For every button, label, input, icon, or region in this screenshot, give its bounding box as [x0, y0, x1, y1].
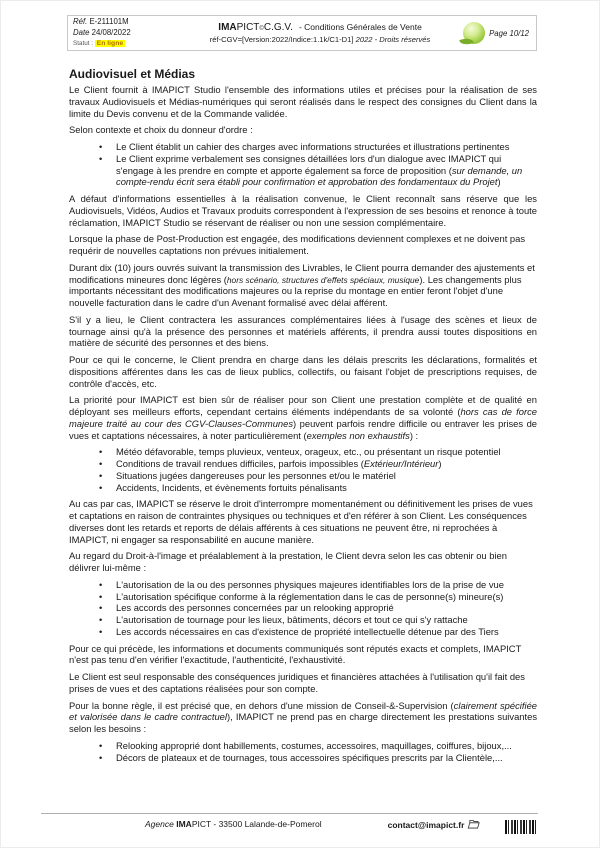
paragraph [69, 314, 537, 349]
agency-brand-rest: PICT [191, 819, 212, 829]
bullet-list [69, 141, 537, 188]
brand-rest: PICT [236, 22, 260, 34]
text-run: L'autorisation spécifique conforme à la réglementation dans le cas de personne(s) mineure(s) [116, 590, 504, 602]
bullet-list [69, 446, 537, 493]
paragraph [69, 643, 537, 667]
text-run: Accidents, Incidents, et évènements fortuits pénalisants [116, 481, 347, 493]
paragraph [69, 498, 537, 545]
list-item [69, 579, 537, 591]
page-label: Page [489, 28, 508, 38]
header-right [463, 22, 531, 44]
text-run: Selon contexte et choix du donneur d'ordre : [69, 124, 253, 136]
text-run: Le Client établit un cahier des charges avec informations structurées et illustrations pertinentes [116, 141, 510, 152]
document-title [177, 21, 463, 34]
text-run: ) : [409, 429, 419, 441]
list-item [69, 614, 537, 626]
text-run: Conditions de travail rendues difficiles, parfois impossibles ( [116, 458, 364, 469]
imapict-logo-icon [463, 22, 485, 44]
page-footer [41, 813, 538, 834]
page-header [67, 15, 537, 51]
text-run: ), IMAPICT ne prend pas en charge directement les prestations suivantes selon les besoins : [69, 711, 538, 734]
text-run: hors scénario, structures d'effets spéciaux, musique [226, 274, 420, 285]
agency-address [145, 819, 322, 829]
agency-label: Agence [145, 819, 174, 829]
text-run: La priorité pour IMAPICT est bien sûr de réaliser pour son Client une prestation complète et de qualité en déployant ses meilleurs efforts, cependant certains éléments indépendants de sa volonté ( [69, 394, 537, 417]
list-item [69, 602, 537, 614]
paragraph [69, 124, 537, 136]
text-run: Les accords des personnes concernées par un relooking approprié [116, 602, 394, 614]
status-badge: En ligne [96, 40, 124, 48]
list-item [69, 141, 537, 153]
text-run: S'il y a lieu, le Client contractera les assurances complémentaires liées à l'usage des scènes et lieux de tournage ainsi qu'à la présence des personnes et matériels afférents, il prendra aussi toutes dispositions en matière de sécurité des personnes et des biens. [69, 313, 537, 349]
paragraph [69, 84, 537, 119]
text-run: Extérieur/Intérieur [363, 458, 439, 469]
text-run: Pour la bonne règle, il est précisé que, en dehors d'une mission de Conseil-&-Supervision ( [69, 699, 454, 711]
agency-suffix: - 33500 Lalande-de-Pomerol [211, 819, 322, 829]
document-title-block [177, 21, 463, 45]
title-suffix: - Conditions Générales de Vente [298, 22, 422, 33]
text-run: Le Client exprime verbalement ses consignes détaillées lors d'un dialogue avec IMAPICT qui s'engage à les prendre en compte et apporte également sa force de proposition ( [116, 152, 502, 176]
ref-value: E-211101M [89, 17, 129, 27]
text-run: L'autorisation de la ou des personnes physiques majeures identifiables lors de la prise de vue [116, 578, 504, 590]
paragraph [69, 394, 537, 441]
paragraph [69, 671, 537, 695]
brand-cgv: C.G.V. [263, 22, 293, 34]
date-value: 24/08/2022 [91, 27, 131, 37]
subtitle-rights: 2022 - Droits réservés [355, 35, 431, 45]
document-body [69, 67, 537, 768]
text-run: exemples non exhaustifs [306, 429, 410, 441]
paragraph [69, 233, 537, 257]
paragraph [69, 700, 537, 735]
text-run: Durant dix (10) jours ouvrés suivant la transmission des Livrables, le Client pourra demander des ajustements et modifications mineures donc légères ( [69, 261, 535, 285]
text-run: ) [438, 458, 442, 469]
text-run: clairement spécifiée et valorisée dans le cadre contractuel [69, 699, 537, 723]
text-run: ) [497, 176, 501, 188]
contact-group [388, 819, 481, 831]
list-item [69, 470, 537, 482]
text-run: Météo défavorable, temps pluvieux, venteux, orageux, etc., ou présentant un risque potentiel [116, 446, 501, 458]
text-run: Relooking approprié dont habillements, costumes, accessoires, maquillages, coiffures, bijoux,... [116, 739, 512, 751]
text-run: Au regard du Droit-à-l'image et préalablement à la prestation, le Client devra selon les cas obtenir ou bien délivrer lui-même : [69, 550, 507, 573]
list-item [69, 458, 537, 470]
bullet-list [69, 740, 537, 764]
list-item [69, 752, 537, 764]
section-heading: Audiovisuel et Médias [69, 67, 196, 81]
text-run: Pour ce qui le concerne, le Client prendra en charge dans les délais prescrits les déclarations, formalités et dispositions afférentes dans les cas de lieux publics, collectifs, ou faisant l'objet de prescriptions requises, de contrôle d'accès, etc. [69, 354, 537, 389]
text-run: Le Client fournit à IMAPICT Studio l'ensemble des informations utiles et précises pour la réalisation de ses travaux Audiovisuels et Médias-numériques qui seront réalisés dans le respect des consignes du Client dans la limite du Devis convenu et de la Commande validée. [69, 84, 537, 119]
list-item [69, 740, 537, 752]
text-run: L'autorisation de tournage pour les lieux, bâtiments, décors et tout ce qui s'y rattache [116, 614, 468, 625]
text-run: sur demande, un compte-rendu écrit sera établi pour confirmation et approbation des fondamentaux du Projet [116, 164, 523, 188]
text-run: Décors de plateaux et de tournages, tous accessoires spécifiques prescrits par la Clientèle,... [116, 751, 503, 763]
status-label: Statut : [73, 40, 93, 48]
text-run: Situations jugées dangereuses pour les personnes et/ou le matériel [116, 469, 396, 481]
list-item [69, 626, 537, 638]
paragraph [69, 193, 537, 228]
list-item [69, 153, 537, 188]
date-line [73, 28, 177, 39]
ref-label: Réf. [73, 17, 88, 27]
text-run: Le Client est seul responsable des conséquences juridiques et financières attachées à l'utilisation qu'il fait des prises de vues et des captations réalisées pour son compte. [69, 671, 525, 694]
copyright-mark: © [259, 26, 264, 33]
paragraph [69, 550, 537, 574]
paragraph [69, 354, 537, 389]
document-subtitle [177, 35, 463, 45]
subtitle-ref: réf-CGV=[Version:2022/Indice:1.1k/C1-D1] [209, 35, 354, 45]
reference-line [73, 17, 177, 28]
bullet-list [69, 579, 537, 638]
text-run: Au cas par cas, IMAPICT se réserve le droit d'interrompre momentanément ou définitivement les prises de vues et captations en raison de contraintes physiques ou techniques et d'en référer à son Client. Les conséquences diverses dont les retards et reports de délais afférents à ces situations ne peuvent être, ni reprochées à IMAPICT, ni engager sa responsabilité en aucune manière. [69, 498, 533, 545]
text-run: A défaut d'informations essentielles à la réalisation convenue, le Client reconnaît sans réserve que les Audiovisuels, Vidéos, Audios et Travaux produits correspondent à l'expression de ses besoins et renonce à toute réclamation, IMAPICT Studio se réservant de réaliser ou non une session complémentaire. [69, 193, 537, 228]
text-run: Pour ce qui précède, les informations et documents communiqués sont réputés exacts et complets, IMAPICT n'est pas tenu d'en vérifier l'exactitude, l'authenticité, l'exhaustivité. [69, 642, 522, 666]
date-label: Date [73, 27, 90, 37]
page-number [489, 29, 529, 38]
text-run: ). Les changements plus importants nécessitant des modifications majeures ou la reprise du montage en entier feront l'objet d'une nouvelle facturation dans le cadre d'un Avenant formalisé avec délai afférent. [69, 273, 522, 308]
text-run: Lorsque la phase de Post-Production est engagée, des modifications deviennent complexes et ne doivent pas requérir de nouvelles captations non prévues initialement. [69, 233, 526, 256]
barcode [505, 820, 538, 834]
status-line [73, 39, 177, 49]
list-item [69, 446, 537, 458]
list-item [69, 591, 537, 603]
agency-brand-bold: IMA [176, 819, 192, 829]
list-item [69, 482, 537, 494]
reference-block [73, 17, 177, 49]
brand-bold: IMA [218, 22, 237, 34]
envelope-icon [467, 819, 480, 831]
contact-email[interactable]: contact@imapict.fr [387, 820, 465, 830]
text-run: ) peuvent parfois rendre difficile ou entraver les prises de vues et captations nécessaires, à noter particulièrement ( [69, 417, 538, 441]
text-run: Les accords nécessaires en cas d'existence de propriété intellectuelle détenue par des Tiers [116, 625, 499, 637]
text-run: hors cas de force majeure traité au cour des CGV-Clauses-Communes [69, 406, 537, 429]
page-value: 10/12 [509, 28, 529, 38]
paragraph [69, 262, 537, 309]
